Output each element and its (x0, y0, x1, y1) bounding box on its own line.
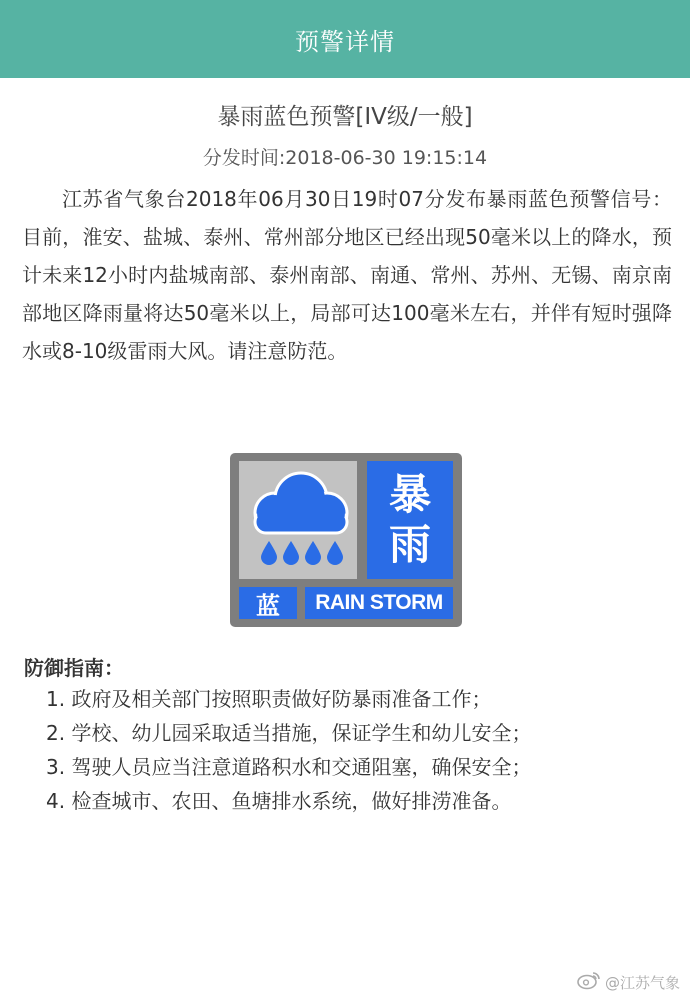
watermark (577, 970, 680, 994)
guide-item: 4. 检查城市、农田、鱼塘排水系统，做好排涝准备。 (46, 789, 512, 813)
guide-item: 2. 学校、幼儿园采取适当措施，保证学生和幼儿安全； (46, 721, 532, 745)
guide-item: 3. 驾驶人员应当注意道路积水和交通阻塞，确保安全； (46, 755, 532, 779)
guide-title: 防御指南： (24, 656, 124, 680)
weibo-icon (577, 970, 601, 994)
badge-type-label (367, 461, 453, 579)
badge-char-1: 暴 (388, 470, 431, 519)
guide-item: 1. 政府及相关部门按照职责做好防暴雨准备工作； (46, 687, 492, 711)
header-bar (0, 0, 690, 78)
issue-time: 分发时间:2018-06-30 19:15:14 (202, 147, 488, 169)
warning-title: 暴雨蓝色预警[IV级/一般] (217, 104, 473, 130)
badge-char-2: 雨 (388, 520, 431, 569)
watermark-text: @江苏气象 (604, 973, 680, 992)
badge-level-label: 蓝 (239, 587, 297, 619)
warning-body: 江苏省气象台2018年06月30日19时07分发布暴雨蓝色预警信号：目前，淮安、盐城、泰州、常州部分地区已经出现50毫米以上的降水，预计未来12小时内盐城南部、泰州南部、南通、常州、苏州、无锡、南京南部地区降雨量将达50毫米以上，局部可达100毫米左右，并伴有短时强降水或8-10级雷雨大风。请注意防范。 (22, 187, 672, 363)
rain-cloud-icon (239, 461, 357, 579)
guide-list (46, 682, 666, 818)
rainstorm-warning-badge (230, 453, 462, 627)
badge-english-label: RAIN STORM (305, 587, 453, 619)
page-title: 预警详情 (295, 27, 395, 56)
